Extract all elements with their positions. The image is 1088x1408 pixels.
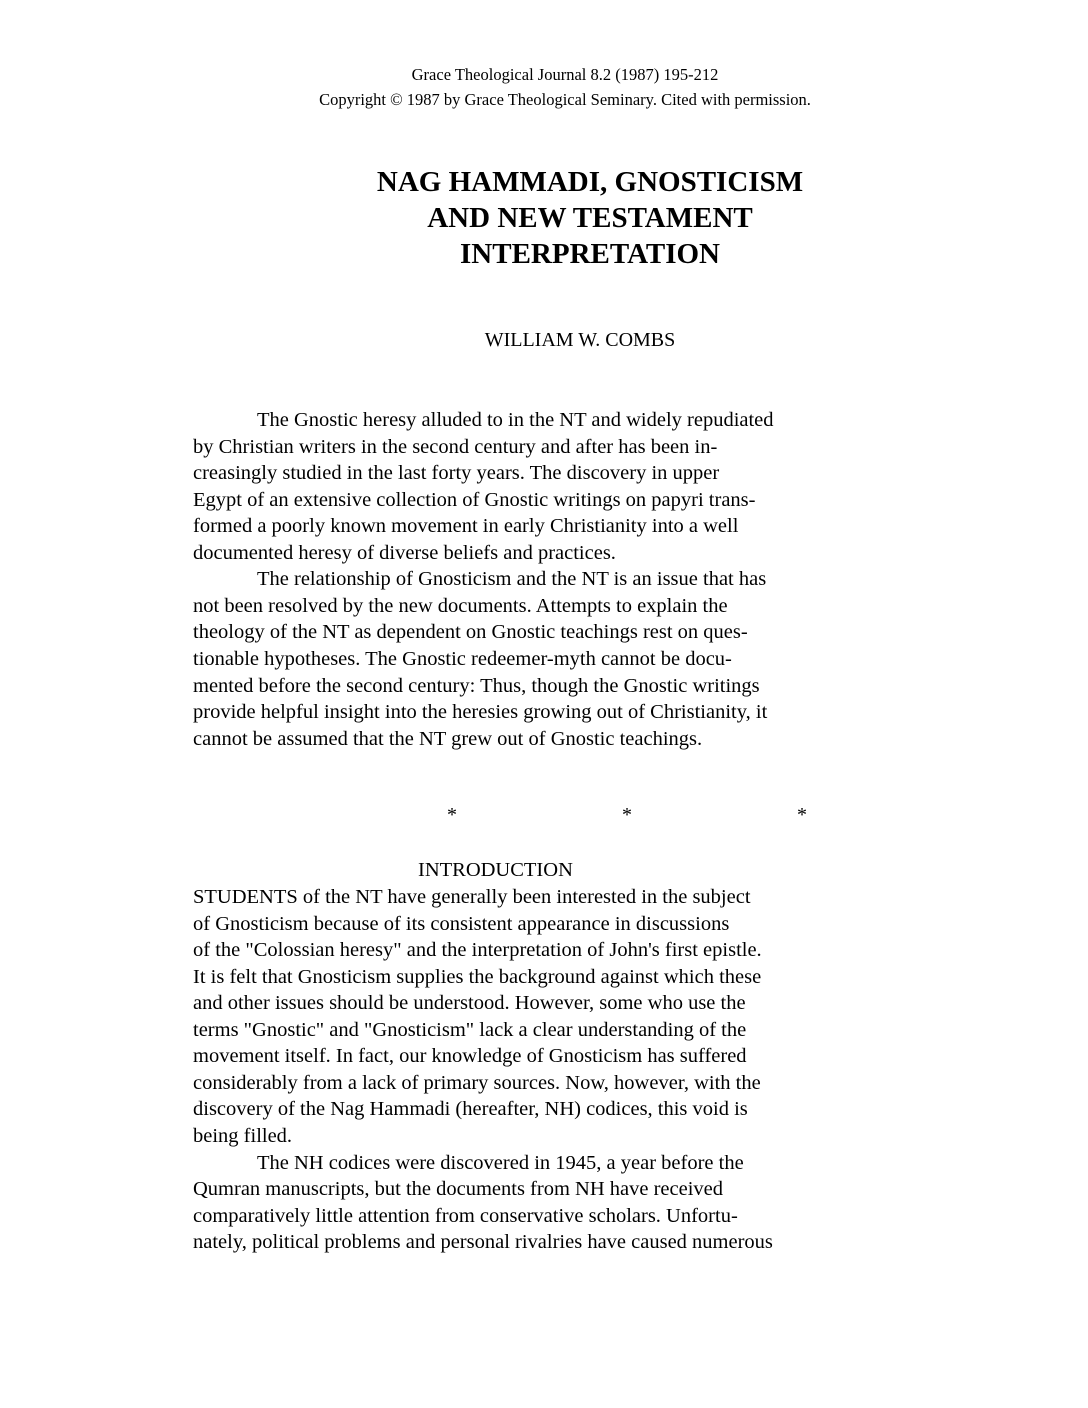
journal-citation: Grace Theological Journal 8.2 (1987) 195-212 (411, 65, 719, 84)
text-line: cannot be assumed that the NT grew out of Gnostic teachings. (193, 727, 703, 750)
section-separator: * * * (447, 804, 807, 826)
text-line: terms "Gnostic" and "Gnosticism" lack a clear understanding of the (193, 1018, 747, 1041)
text-line: being filled. (193, 1124, 293, 1147)
text-line: mented before the second century: Thus, though the Gnostic writings (193, 674, 760, 697)
text-line: not been resolved by the new documents. Attempts to explain the (193, 594, 728, 617)
text-line: by Christian writers in the second century and after has been in- (193, 435, 718, 458)
text-line: creasingly studied in the last forty years. The discovery in upper (193, 462, 720, 485)
text-line: The relationship of Gnosticism and the NT is an issue that has (257, 568, 767, 591)
text-line: tionable hypotheses. The Gnostic redeemer-myth cannot be docu- (193, 647, 732, 670)
text-line: It is felt that Gnosticism supplies the background against which these (193, 965, 762, 988)
author-name: WILLIAM W. COMBS (484, 329, 676, 351)
text-line: discovery of the Nag Hammadi (hereafter, NH) codices, this void is (193, 1098, 748, 1121)
text-line: Qumran manuscripts, but the documents from NH have received (193, 1178, 723, 1201)
text-line: The Gnostic heresy alluded to in the NT and widely repudiated (257, 409, 774, 431)
section-heading: INTRODUCTION (418, 859, 573, 881)
text-line: provide helpful insight into the heresies growing out of Christianity, it (193, 701, 768, 724)
text-line: STUDENTS of the NT have generally been interested in the subject (193, 886, 751, 908)
text-line: comparatively little attention from conservative scholars. Unfortu- (193, 1204, 738, 1227)
article-title-line-1: NAG HAMMADI, GNOSTICISM (376, 166, 804, 198)
text-line: documented heresy of diverse beliefs and practices. (193, 541, 616, 564)
text-line: nately, political problems and personal rivalries have caused numerous (193, 1231, 773, 1254)
text-line: and other issues should be understood. However, some who use the (193, 992, 746, 1015)
text-line: movement itself. In fact, our knowledge of Gnosticism has suffered (193, 1045, 747, 1068)
text-line: formed a poorly known movement in early Christianity into a well (193, 515, 739, 538)
text-line: Egypt of an extensive collection of Gnostic writings on papyri trans- (193, 488, 756, 511)
article-title-line-3: INTERPRETATION (460, 238, 720, 270)
text-line: of the "Colossian heresy" and the interpretation of John's first epistle. (193, 939, 762, 962)
article-title-line-2: AND NEW TESTAMENT (427, 202, 753, 234)
copyright-notice: Copyright © 1987 by Grace Theological Seminary. Cited with permission. (319, 90, 811, 109)
text-line: considerably from a lack of primary sources. Now, however, with the (193, 1071, 761, 1094)
text-line: The NH codices were discovered in 1945, a year before the (257, 1151, 744, 1174)
text-line: of Gnosticism because of its consistent appearance in discussions (193, 912, 730, 935)
text-line: theology of the NT as dependent on Gnostic teachings rest on ques- (193, 621, 748, 644)
